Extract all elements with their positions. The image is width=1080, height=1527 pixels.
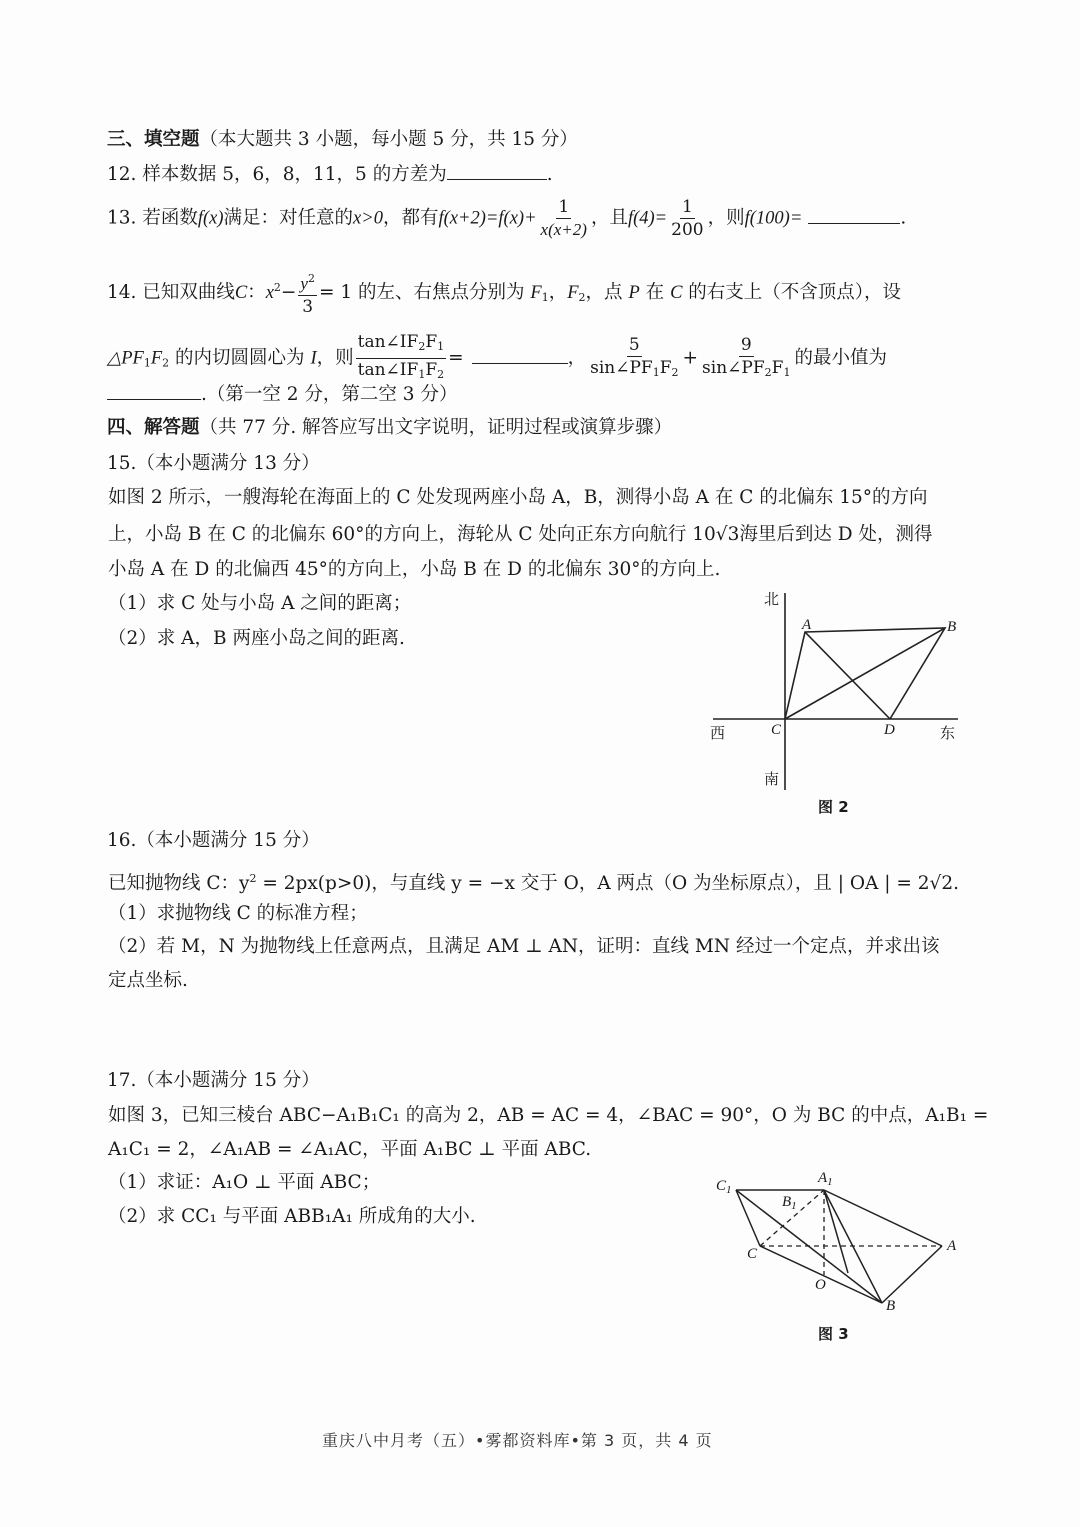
sqrt: √3 — [715, 524, 740, 545]
numerator: 1 — [558, 197, 570, 217]
math: △PF — [107, 348, 144, 369]
text: = 1 的左、右焦点分别为 — [318, 282, 525, 303]
subscript: 1 — [827, 1176, 833, 1188]
text: ，则 — [707, 207, 745, 229]
question-16-header — [107, 828, 320, 854]
subscript: 1 — [652, 365, 660, 379]
exponent: 2 — [249, 872, 257, 885]
figure-3-caption: 图 3 — [818, 1325, 849, 1343]
text: ，点 — [585, 282, 623, 303]
equals: = — [448, 347, 464, 369]
question-number: 16. — [107, 830, 137, 851]
math: x>0 — [353, 208, 383, 229]
question-14-line-2 — [107, 331, 887, 386]
denominator: sin∠PF — [590, 357, 653, 378]
label-D: D — [884, 722, 895, 738]
subscript: 2 — [418, 340, 426, 353]
subscript: 1 — [541, 291, 549, 304]
math: f(x+2)=f(x)+ — [438, 208, 537, 229]
line-AD — [805, 632, 890, 719]
question-15-text-3: 小岛 A 在 D 的北偏西 45°的方向上，小岛 B 在 D 的北偏东 30°的方向上. — [108, 559, 721, 580]
denominator: tan∠IF — [357, 360, 419, 380]
text: ，且 — [590, 207, 628, 229]
line-CB — [785, 628, 945, 719]
question-16-sub-1: （1）求抛物线 C 的标准方程； — [108, 903, 368, 924]
question-number: 14. — [107, 282, 137, 303]
fraction — [588, 334, 680, 384]
section-number: 三、 — [107, 129, 145, 150]
label-C: C — [771, 722, 782, 738]
math: F — [567, 283, 579, 303]
text: ： — [247, 282, 266, 303]
text: 的右支上（不含顶点），设 — [688, 282, 902, 303]
label-B: B — [947, 619, 957, 635]
subscript: 2 — [437, 368, 445, 381]
label-A: A — [802, 617, 812, 633]
subscript: 1 — [418, 368, 426, 381]
figure-3-diagram — [700, 1165, 970, 1315]
score: （本小题满分 15 分） — [136, 1070, 320, 1091]
answer-blank-2[interactable] — [107, 381, 201, 400]
page-footer: 重庆八中月考（五）•雾都资料库•第 3 页，共 4 页 — [322, 1431, 713, 1450]
subscript: 2 — [578, 291, 586, 304]
text: . — [953, 873, 959, 894]
section-3-header — [107, 127, 578, 153]
question-15-sub-1: （1）求 C 处与小岛 A 之间的距离； — [108, 593, 412, 614]
denominator: x(x+2) — [540, 220, 587, 239]
label-letter: B — [782, 1194, 792, 1210]
score: （本小题满分 15 分） — [136, 830, 320, 851]
numerator: 1 — [681, 197, 693, 217]
question-15-header — [107, 451, 320, 477]
text: = 2px(p>0)，与直线 y = −x 交于 O，A 两点（O 为坐标原点），且 | OA | = 2 — [256, 873, 930, 894]
denominator: F — [425, 360, 438, 380]
denominator: 3 — [302, 297, 314, 317]
section-note: （共 77 分. 解答应写出文字说明，证明过程或演算步骤） — [199, 417, 673, 438]
exponent: 2 — [307, 272, 315, 285]
figure-2-diagram — [700, 585, 970, 795]
answer-blank[interactable] — [447, 161, 547, 180]
math: C — [670, 283, 683, 303]
text: .（第一空 2 分，第二空 3 分） — [201, 384, 458, 405]
math: I — [310, 348, 317, 369]
text: ， — [567, 347, 587, 369]
math: P — [628, 283, 640, 303]
question-17-header — [107, 1068, 320, 1094]
question-17-sub-1: （1）求证：A₁O ⊥ 平面 ABC； — [108, 1172, 381, 1193]
period: . — [546, 164, 553, 185]
section-note: （本大题共 3 小题，每小题 5 分，共 15 分） — [199, 129, 578, 150]
subscript: 2 — [671, 365, 679, 379]
question-14-line-3 — [107, 381, 457, 408]
text: 上，小岛 B 在 C 的北偏东 60°的方向上，海轮从 C 处向正东方向航行 10 — [108, 524, 716, 545]
period: . — [900, 207, 907, 229]
subscript: 1 — [726, 1184, 732, 1196]
math: f(x) — [197, 208, 224, 229]
question-text: 样本数据 5，6，8，11，5 的方差为 — [142, 164, 447, 185]
subscript: 2 — [162, 356, 170, 370]
text: 的最小值为 — [794, 347, 887, 369]
question-17-text-2: A₁C₁ = 2，∠A₁AB = ∠A₁AC，平面 A₁BC ⊥ 平面 ABC. — [108, 1139, 592, 1160]
numerator: F — [425, 332, 438, 352]
text: 在 — [645, 282, 665, 303]
label-C1 — [716, 1178, 732, 1196]
text: 满足：对任意的 — [223, 207, 354, 229]
answer-blank[interactable] — [808, 205, 900, 224]
label-letter: C — [716, 1178, 727, 1194]
question-16-sub-2: （2）若 M，N 为抛物线上任意两点，且满足 AM ⊥ AN，证明：直线 MN 经过一个定点，并求出该 — [108, 936, 940, 957]
question-17-sub-2: （2）求 CC₁ 与平面 ABB₁A₁ 所成角的大小. — [108, 1206, 476, 1227]
label-B: B — [886, 1298, 896, 1314]
label-A1 — [818, 1170, 833, 1188]
label-C: C — [747, 1246, 758, 1262]
fraction — [700, 334, 792, 384]
label-O: O — [815, 1277, 826, 1293]
question-number: 15. — [107, 453, 137, 474]
question-13 — [107, 196, 906, 241]
text: 海里后到达 D 处，测得 — [739, 524, 933, 545]
edge-A1A — [824, 1190, 942, 1246]
text: 的内切圆圆心为 — [175, 347, 305, 369]
score: （本小题满分 13 分） — [136, 453, 320, 474]
subscript: 2 — [764, 365, 772, 379]
question-number: 13. — [107, 207, 137, 229]
math: x — [265, 283, 274, 303]
math: f(4)= — [627, 208, 668, 229]
fraction — [539, 196, 589, 241]
text: 若函数 — [142, 207, 198, 229]
text: 已知抛物线 C：y — [108, 873, 250, 894]
label-north: 北 — [764, 590, 780, 608]
plus: + — [682, 347, 699, 369]
fraction — [298, 268, 317, 318]
fraction — [356, 331, 446, 386]
sqrt: √2 — [929, 873, 954, 894]
fraction — [669, 196, 705, 241]
denominator: F — [659, 357, 672, 378]
question-15-sub-2: （2）求 A，B 两座小岛之间的距离. — [108, 628, 405, 649]
text: ，都有 — [382, 207, 439, 229]
subscript: 1 — [143, 356, 151, 370]
question-15-text-1: 如图 2 所示，一艘海轮在海面上的 C 处发现两座小岛 A，B，测得小岛 A 在 C 的北偏东 15°的方向 — [108, 487, 928, 508]
label-letter: A — [818, 1170, 828, 1186]
subscript: 1 — [783, 365, 791, 379]
section-title: 填空题 — [144, 129, 200, 150]
question-number: 12. — [107, 164, 137, 185]
numerator: 5 — [628, 334, 640, 355]
denominator: 200 — [671, 220, 704, 240]
question-15-text-2 — [108, 522, 932, 548]
question-16-sub-2-cont: 定点坐标. — [108, 970, 188, 991]
math: C — [234, 283, 248, 303]
answer-blank-1[interactable] — [472, 345, 568, 364]
label-west: 西 — [710, 724, 726, 742]
question-12 — [107, 161, 553, 188]
denominator: sin∠PF — [702, 357, 765, 378]
numerator: 9 — [740, 334, 752, 355]
subscript: 1 — [791, 1200, 797, 1212]
math: F — [150, 348, 163, 369]
label-B1 — [782, 1194, 797, 1212]
section-number: 四、 — [107, 417, 145, 438]
label-A: A — [947, 1238, 957, 1254]
exponent: 2 — [273, 281, 281, 294]
math: F — [530, 283, 542, 303]
subscript: 1 — [437, 340, 445, 353]
edge-AB — [882, 1246, 942, 1303]
math: f(100)= — [744, 208, 803, 229]
numerator: y — [300, 274, 308, 293]
section-title: 解答题 — [144, 417, 200, 438]
question-17-text-1: 如图 3，已知三棱台 ABC−A₁B₁C₁ 的高为 2，AB = AC = 4，∠BAC = 90°，O 为 BC 的中点，A₁B₁ = — [108, 1105, 989, 1126]
denominator: F — [771, 357, 784, 378]
label-east: 东 — [940, 724, 956, 742]
figure-2-caption: 图 2 — [818, 798, 849, 816]
edge-CB — [760, 1246, 882, 1303]
question-number: 17. — [107, 1070, 137, 1091]
text: ， — [548, 282, 568, 303]
label-south: 南 — [764, 770, 780, 788]
text: 已知双曲线 — [142, 282, 235, 303]
question-16-text — [108, 866, 959, 897]
text: ，则 — [316, 347, 354, 369]
question-14: 14. 已知双曲线C：$x^2-$ $\frac{y^2}{3}$ = 1 的左、右焦点分别为 $F_1$，$F_2$，点 P 在 C 的右支上（不含顶点），设 — [107, 268, 901, 318]
section-4-header — [107, 415, 672, 441]
numerator: tan∠IF — [357, 332, 419, 352]
